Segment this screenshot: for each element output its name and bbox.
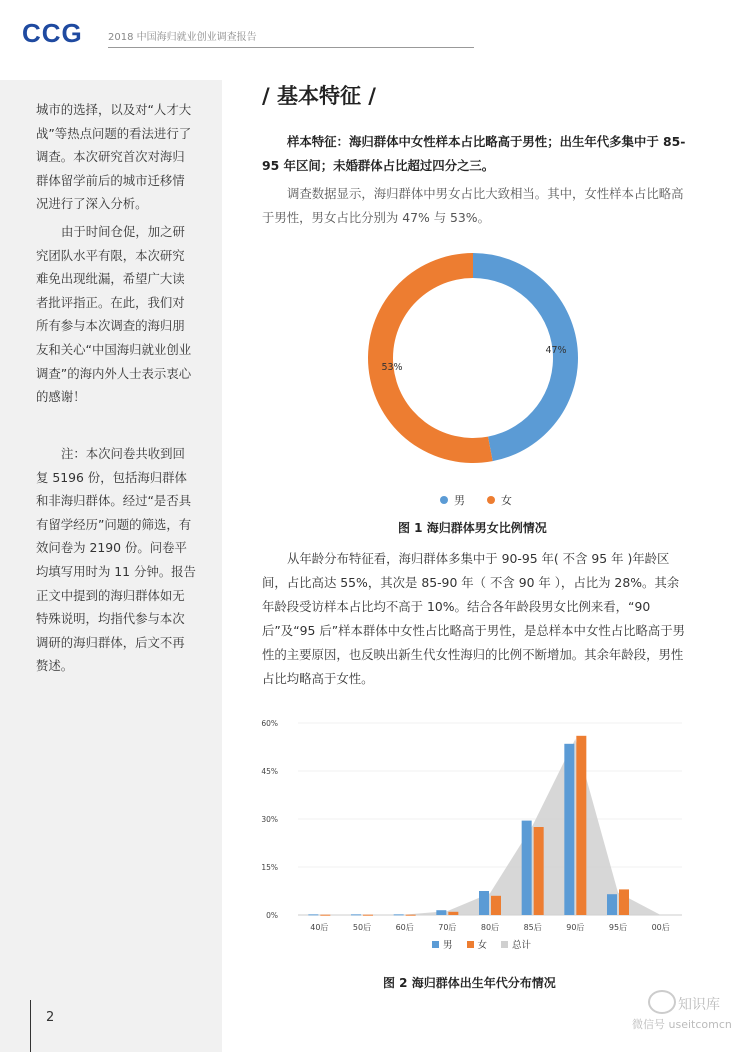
gender-donut-chart	[340, 240, 620, 480]
logo: CCG	[22, 18, 83, 48]
sidebar-note: 注：本次问卷共收到回复 5196 份，包括海归群体和非海归群体。经过“是否具有留学经历”问题的筛选，有效问卷为 2190 份。问卷平均填写用时为 11 分钟。报告正文中提到的海归群体如无特殊说明，均指代参与本次调研的海归群体，后文不再赘述。	[36, 446, 196, 674]
page-line	[30, 1000, 31, 1052]
legend-female-swatch	[487, 496, 495, 504]
bar-male	[351, 914, 361, 915]
donut-legend	[440, 492, 512, 508]
x-tick-label: 70后	[438, 923, 457, 932]
legend-male-label: 男	[443, 940, 453, 951]
paragraph: 从年龄分布特征看，海归群体多集中于 90-95 年( 不含 95 年 )年龄区间，占比高达 55%，其次是 85-90 年（ 不含 90 年 ），占比为 28%。其余年龄段受访样本占比均不高于 10%。结合各年龄段男女比例来看，“90 后”及“95 后”样本群体中女性占比略高于男性，是总样本中女性占比略高于男性的主要原因，也反映出新生代女性海归的比例不断增加。其余年龄段，男性占比均略高于女性。	[262, 551, 686, 686]
legend-male-label: 男	[454, 494, 465, 507]
watermark-icon	[648, 990, 676, 1014]
donut-slice-male	[473, 253, 578, 461]
male-pct-label: 47%	[545, 345, 567, 356]
y-tick-label: 0%	[266, 911, 278, 920]
watermark-text: 知识库	[678, 997, 720, 1013]
x-tick-label: 00后	[651, 923, 670, 932]
bar-female	[576, 736, 586, 915]
legend-female-label: 女	[477, 940, 488, 951]
figure-1-caption: 图 1 海归群体男女比例情况	[398, 521, 547, 535]
x-tick-label: 90后	[566, 923, 585, 932]
x-tick-label: 60后	[395, 923, 414, 932]
birth-decade-bar-chart	[250, 705, 690, 960]
bar-female	[320, 915, 330, 916]
bar-male	[564, 744, 574, 915]
bar-male	[394, 914, 404, 915]
x-tick-label: 85后	[523, 923, 542, 932]
bar-male	[607, 894, 617, 915]
legend-male-swatch	[432, 941, 439, 948]
bar-male	[479, 891, 489, 915]
sidebar-paragraph: 城市的选择，以及对“人才大战”等热点问题的看法进行了调查。本次研究首次对海归群体留学前后的城市迁移情况进行了深入分析。	[36, 102, 192, 212]
bar-female	[406, 915, 416, 916]
legend-male-swatch	[440, 496, 448, 504]
x-tick-label: 40后	[310, 923, 329, 932]
header-divider	[108, 47, 474, 48]
y-tick-label: 15%	[261, 863, 278, 872]
y-tick-label: 30%	[261, 815, 278, 824]
bar-male	[308, 914, 318, 915]
report-title: 2018 中国海归就业创业调查报告	[108, 32, 257, 43]
bar-male	[522, 821, 532, 915]
bar-female	[619, 889, 629, 915]
bar-female	[491, 896, 501, 915]
female-pct-label: 53%	[381, 362, 403, 373]
legend-female-swatch	[467, 941, 474, 948]
bar-legend	[432, 937, 531, 951]
paragraph: 调查数据显示，海归群体中男女占比大致相当。其中，女性样本占比略高于男性，男女占比分别为 47% 与 53%。	[262, 186, 684, 225]
section-title: / 基本特征 /	[262, 84, 376, 108]
x-tick-label: 50后	[352, 923, 372, 932]
total-area	[298, 739, 665, 915]
y-tick-label: 60%	[261, 719, 278, 728]
donut-slice-female	[368, 253, 493, 463]
summary-text: 样本特征：海归群体中女性样本占比略高于男性；出生年代多集中于 85-95 年区间；未婚群体占比超过四分之三。	[262, 134, 686, 173]
x-tick-label: 80后	[480, 923, 500, 932]
y-tick-label: 45%	[261, 767, 278, 776]
sidebar-paragraph: 由于时间仓促，加之研究团队水平有限，本次研究难免出现纰漏，希望广大读者批评指正。在此，我们对所有参与本次调查的海归朋友和关心“中国海归就业创业调查”的海内外人士表示衷心的感谢！	[36, 224, 192, 405]
x-tick-label: 95后	[608, 923, 628, 932]
bar-female	[534, 827, 544, 915]
watermark-subtext: 微信号 useitcomcn	[632, 1018, 732, 1031]
bar-female	[448, 912, 458, 915]
figure-2-caption: 图 2 海归群体出生年代分布情况	[383, 976, 556, 990]
page-number: 2	[46, 1010, 55, 1025]
legend-female-label: 女	[501, 494, 512, 507]
bar-female	[363, 915, 373, 916]
legend-total-label: 总计	[512, 940, 532, 951]
sidebar	[0, 80, 222, 1052]
legend-total-swatch	[501, 941, 508, 948]
bar-male	[436, 910, 446, 915]
